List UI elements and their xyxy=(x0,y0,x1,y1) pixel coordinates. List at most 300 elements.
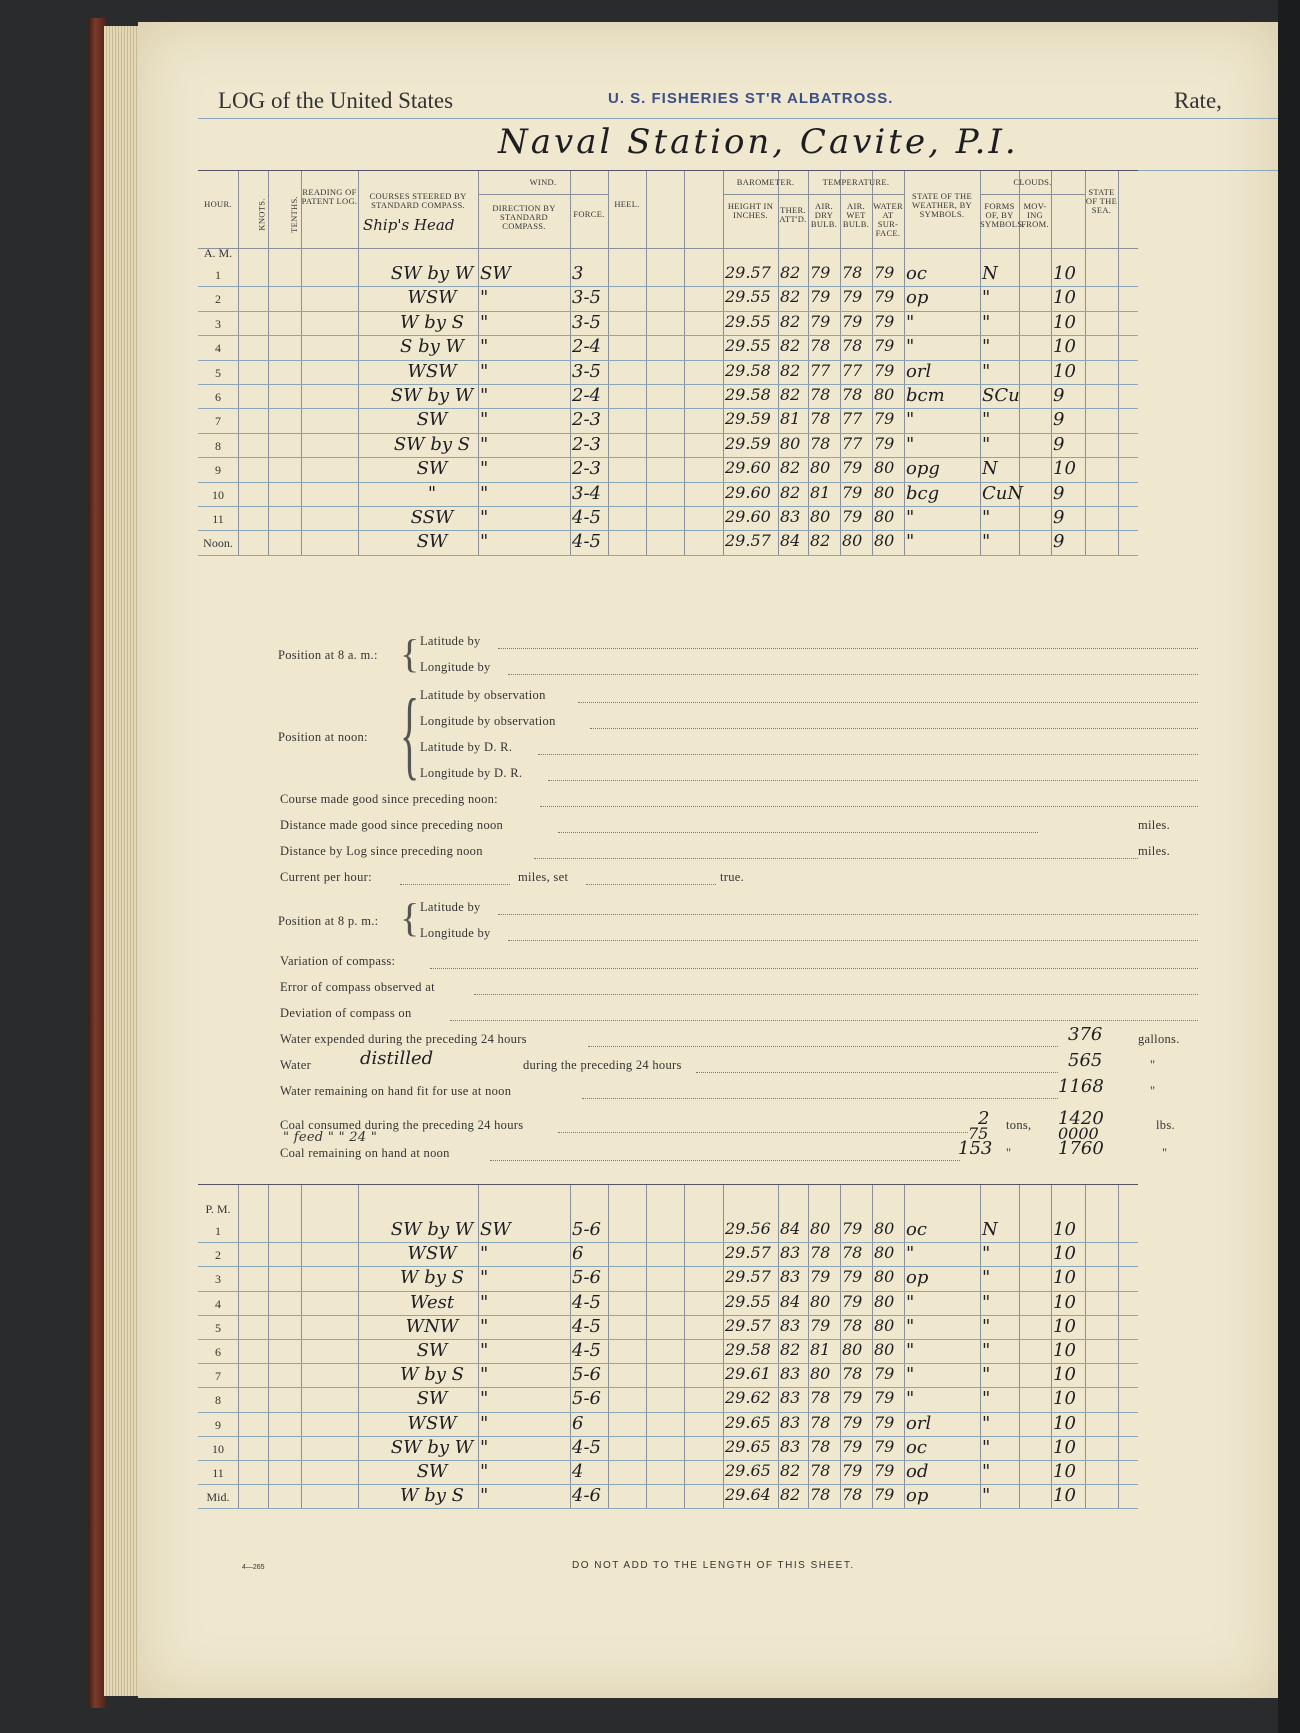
cell-amt: 10 xyxy=(1053,1436,1076,1458)
cell-dry: 78 xyxy=(810,1485,831,1505)
rule xyxy=(198,248,1138,249)
column-divider xyxy=(268,170,269,555)
cell-weather: " xyxy=(906,433,915,455)
cell-wet: 79 xyxy=(842,458,863,478)
column-header-knots: KNOTS. xyxy=(256,198,267,231)
cell-bar: 29.56 xyxy=(725,1219,771,1238)
hour-label: 3 xyxy=(215,1272,221,1287)
column-header-water: WATER AT SUR-FACE. xyxy=(873,201,903,238)
cell-weather: orl xyxy=(906,1412,932,1434)
cell-amt: 10 xyxy=(1053,1291,1076,1313)
cell-dir: " xyxy=(480,531,489,553)
cell-dir: " xyxy=(480,1461,489,1482)
cell-force: 5-6 xyxy=(572,1388,601,1410)
cell-amt: 9 xyxy=(1053,409,1065,431)
cell-forms: " xyxy=(982,360,991,382)
cell-wet: 79 xyxy=(842,507,863,526)
hour-label: 1 xyxy=(215,1224,221,1238)
cell-water: 79 xyxy=(874,360,895,380)
hour-label: 4 xyxy=(215,341,221,356)
water-distilled-value: 565 xyxy=(1068,1050,1103,1071)
cell-dry: 78 xyxy=(810,433,831,453)
column-header-barometer: BAROMETER. xyxy=(736,177,795,187)
cell-bar: 29.55 xyxy=(725,287,771,307)
cell-ther: 83 xyxy=(780,1412,801,1432)
hour-label: 3 xyxy=(215,316,221,331)
cell-ther: 83 xyxy=(780,507,801,526)
cell-weather: bcg xyxy=(906,482,940,504)
cell-weather: " xyxy=(906,311,915,333)
cell-force: 2-4 xyxy=(572,336,601,358)
form-number: 4—265 xyxy=(242,1564,265,1571)
lon-obs: Longitude by observation xyxy=(420,714,556,728)
cell-ther: 83 xyxy=(780,1388,801,1408)
column-divider xyxy=(684,170,685,555)
cell-forms: " xyxy=(982,507,991,528)
cell-dry: 81 xyxy=(810,482,831,502)
cell-wet: 78 xyxy=(842,385,863,404)
cell-weather: " xyxy=(906,336,915,358)
cell-ther: 83 xyxy=(780,1364,801,1384)
rate-label: Rate, xyxy=(1174,88,1222,113)
cell-force: 6 xyxy=(572,1412,584,1434)
cell-amt: 10 xyxy=(1053,263,1076,284)
column-header-dry: AIR. DRY BULB. xyxy=(810,201,838,229)
column-divider xyxy=(301,170,302,555)
coal-consumed: Coal consumed during the preceding 24 hours xyxy=(280,1118,524,1132)
cell-force: 3-5 xyxy=(572,360,601,382)
course-made: Course made good since preceding noon: xyxy=(280,792,498,806)
cell-weather: " xyxy=(906,531,915,553)
cell-weather: op xyxy=(906,1267,929,1289)
hour-label: 6 xyxy=(215,1345,221,1359)
pos-8pm-label: Position at 8 p. m.: xyxy=(278,914,379,928)
row-rule xyxy=(198,1508,1138,1509)
cell-amt: 9 xyxy=(1053,507,1065,528)
cell-dir: " xyxy=(480,336,489,358)
column-header-sea: STATE OF THE SEA. xyxy=(1085,187,1118,215)
cell-water: 80 xyxy=(874,1219,895,1238)
cell-course: SW by W xyxy=(390,263,474,284)
cell-amt: 10 xyxy=(1053,1267,1076,1289)
section-label: P. M. xyxy=(205,1202,231,1216)
hour-label: 9 xyxy=(215,1417,221,1432)
cell-water: 79 xyxy=(874,433,895,453)
cell-bar: 29.57 xyxy=(725,263,771,282)
cell-course: SW xyxy=(416,458,448,480)
cell-wet: 77 xyxy=(842,360,863,380)
coal-consumed-lbs: 1420 xyxy=(1058,1108,1104,1129)
cell-course: WSW xyxy=(407,1412,457,1434)
cell-water: 79 xyxy=(874,1436,895,1456)
cell-amt: 9 xyxy=(1053,482,1065,504)
cell-wet: 79 xyxy=(842,1412,863,1432)
column-header-moving: MOV-ING FROM. xyxy=(1021,201,1049,229)
cell-forms: " xyxy=(982,1388,991,1410)
ship-stamp: U. S. FISHERIES ST'R ALBATROSS. xyxy=(608,90,894,107)
cell-force: 4 xyxy=(572,1461,584,1482)
cell-dir: " xyxy=(480,458,489,480)
cell-wet: 78 xyxy=(842,263,863,282)
cell-dir: " xyxy=(480,433,489,455)
cell-water: 79 xyxy=(874,336,895,356)
water-distilled-hw: distilled xyxy=(360,1048,434,1069)
cell-dry: 78 xyxy=(810,336,831,356)
cell-ther: 82 xyxy=(780,336,801,356)
cell-course: SW by S xyxy=(393,433,471,455)
cell-amt: 10 xyxy=(1053,1485,1076,1507)
cell-dry: 79 xyxy=(810,1315,831,1335)
cell-dir: " xyxy=(480,1485,489,1507)
cell-dir: " xyxy=(480,409,489,431)
log-page: LOG of the United States U. S. FISHERIES ST'R ALBATROSS. Rate, Naval Station, Cavite, P.I. HOUR. KNOTS. TENTHS. READING OF PATENT LOG. COURSES STEERED BY STANDARD COMPASS. Ship's Head WIND. DIRECTION BY STANDARD COMPASS. FORCE. HEEL. BAROMETER. TEMPERATURE. HEIGHT IN INCHES. THER. ATT'D. AIR. DRY BULB. AIR. WET BULB. WATER AT SUR-FACE. STATE OF THE WEATHER, BY SYMBOLS. CLOUDS. FORMS OF, BY SYMBOLS. MOV-ING FROM. STATE OF THE SEA. A. M. 1 SW by W SW 3 29.57 82 79 78 79 oc N 10 2 WSW " 3-5 29.55 82 79 79 79 op " 10 3 W by S " 3-5 29.55 82 79 79 79 " " 10 4 S by W " 2-4 29.55 82 78 78 79 " " 10 5 WSW " 3-5 29.58 82 77 77 79 orl " 10 6 SW by W " 2-4 29.58 82 78 78 80 bcm SCu 9 7 SW " 2-3 29.59 81 78 77 79 " " 9 8 SW by S " 2-3 29.59 80 78 77 79 " " 9 9 SW " 2-3 29.60 82 80 79 80 opg N 10 10 " " 3-4 29.60 82 81 79 80 bcg CuN 9 11 SSW " 4-5 29.60 83 80 79 80 " " 9 Noon. SW " 4-5 29.57 84 82 80 80 " " 9 P. M. 1 SW by W SW 5-6 29.56 84 80 79 80 oc N 10 2 WSW " 6 29.57 83 78 78 80 " " 10 3 W by S " 5-6 29.57 83 79 79 80 op " 10 4 West " 4-5 29.55 84 80 79 80 " " 10 5 WNW " 4-5 29.57 83 79 78 80 " " 10 6 SW " 4-5 29.58 82 81 80 80 " " 10 7 W by S " 5-6 29.61 83 80 78 79 " " 10 8 SW " 5-6 29.62 83 78 79 79 " " 10 9 WSW " 6 29.65 83 78 79 79 orl " 10 10 SW by W " 4-5 29.65 83 78 79 79 oc " 10 11 SW " 4 29.65 82 78 79 79 od " 10 Mid. W by S " 4-6 29.64 82 78 78 79 op " 10 Position at 8 a. m.: { Latitude by Longitude by Position at noon: { Latitude by observation Longitude by observation Latitude by D. R. Longitude by D. R. Course made good since preceding noon: Distance made good since preceding noon miles. Distance by Log since preceding noon miles. Current per hour: miles, set true. Position at 8 p. m.: { Latitude by Longitude by Variation of compass: Error of compass observed at Deviation of compass on Water expended during the preceding 24 hours 376 gallons. Water distilled during the preceding 24 hours 565 " Water remaining on hand fit for use at noon 1168 " Coal consumed during the preceding 24 hours 2 tons, 1420 lbs. " feed " " 24 " 75 0000 Coal remaining on hand at noon 153 " 1760 " 4—265 DO NOT ADD TO THE LENGTH OF THIS SHEET. xyxy=(138,22,1278,1698)
cell-dry: 80 xyxy=(810,1291,831,1311)
hour-label: 2 xyxy=(215,1248,221,1263)
column-divider xyxy=(1118,170,1119,555)
cell-course: " xyxy=(427,482,437,504)
column-header-forms: FORMS OF, BY SYMBOLS. xyxy=(980,201,1025,229)
hour-label: 4 xyxy=(215,1296,221,1311)
cell-force: 2-3 xyxy=(572,409,601,431)
cell-force: 3-5 xyxy=(572,287,601,309)
rule xyxy=(478,194,608,195)
cell-ther: 82 xyxy=(780,1340,801,1359)
cell-water: 80 xyxy=(874,385,895,404)
cell-water: 79 xyxy=(874,1364,895,1384)
background-strip xyxy=(1278,0,1300,1733)
cell-dir: " xyxy=(480,1340,489,1361)
column-divider xyxy=(646,170,647,555)
cell-dry: 78 xyxy=(810,385,831,404)
cell-dir: " xyxy=(480,1364,489,1386)
miles-label-2: miles. xyxy=(1138,844,1171,858)
cell-force: 3-5 xyxy=(572,311,601,333)
cell-dir: " xyxy=(480,482,489,504)
cell-course: SW xyxy=(416,1340,448,1361)
hour-label: 10 xyxy=(212,1441,224,1456)
column-header-tenths: TENTHS. xyxy=(288,196,299,233)
cell-force: 5-6 xyxy=(572,1364,601,1386)
cell-dry: 78 xyxy=(810,1243,831,1263)
cell-amt: 9 xyxy=(1053,531,1065,553)
cell-wet: 80 xyxy=(842,531,863,551)
column-header-ther: THER. ATT'D. xyxy=(779,205,807,224)
cell-dir: " xyxy=(480,1388,489,1410)
cell-forms: " xyxy=(982,1485,991,1507)
cell-course: W by S xyxy=(400,1267,464,1289)
lat-dr: Latitude by D. R. xyxy=(420,740,513,754)
cell-dry: 78 xyxy=(810,1436,831,1456)
table-rule xyxy=(198,170,1138,171)
cell-ther: 82 xyxy=(780,1461,801,1480)
cell-weather: " xyxy=(906,1291,915,1313)
cell-force: 4-5 xyxy=(572,1340,601,1361)
ditto-mark-2: " xyxy=(1150,1084,1156,1098)
gallons-label: gallons. xyxy=(1138,1032,1180,1046)
water-label: Water xyxy=(280,1058,312,1072)
cell-water: 80 xyxy=(874,507,895,526)
cell-wet: 78 xyxy=(842,1364,863,1384)
cell-force: 5-6 xyxy=(572,1267,601,1289)
cell-water: 80 xyxy=(874,1267,895,1287)
hour-label: 7 xyxy=(215,1369,221,1384)
column-header-wet: AIR. WET BULB. xyxy=(842,201,870,229)
cell-weather: oc xyxy=(906,1219,927,1240)
cell-bar: 29.55 xyxy=(725,311,771,331)
cell-amt: 10 xyxy=(1053,1315,1076,1337)
cell-forms: " xyxy=(982,1364,991,1386)
section-label: A. M. xyxy=(203,246,233,260)
coal-consumed-tons: 2 xyxy=(978,1108,990,1129)
cell-dir: " xyxy=(480,1436,489,1458)
cell-wet: 79 xyxy=(842,1267,863,1287)
cell-force: 4-5 xyxy=(572,507,601,528)
cell-course: SW xyxy=(416,1461,448,1482)
cell-dry: 80 xyxy=(810,458,831,478)
tons-label: tons, xyxy=(1006,1118,1032,1132)
coal-feed-tons: 75 xyxy=(968,1124,989,1143)
cell-ther: 84 xyxy=(780,1219,801,1238)
cell-water: 80 xyxy=(874,458,895,478)
cell-dir: " xyxy=(480,360,489,382)
hour-label: 7 xyxy=(215,414,221,429)
hour-label: Noon. xyxy=(203,536,233,551)
column-divider xyxy=(238,170,239,555)
cell-dry: 79 xyxy=(810,263,831,282)
cell-ther: 84 xyxy=(780,531,801,551)
cell-ther: 82 xyxy=(780,1485,801,1505)
hour-label: 1 xyxy=(215,268,221,282)
cell-water: 80 xyxy=(874,1315,895,1335)
cell-course: W by S xyxy=(400,1485,464,1507)
cell-dry: 78 xyxy=(810,409,831,429)
cell-wet: 79 xyxy=(842,1291,863,1311)
cell-wet: 80 xyxy=(842,1340,863,1359)
cell-water: 79 xyxy=(874,409,895,429)
rule xyxy=(723,194,904,195)
lon-dr: Longitude by D. R. xyxy=(420,766,523,780)
cell-course: SW by W xyxy=(390,1436,474,1458)
cell-amt: 10 xyxy=(1053,1219,1076,1240)
cell-dry: 78 xyxy=(810,1388,831,1408)
cell-bar: 29.57 xyxy=(725,1243,771,1263)
coal-feed-hw: " feed " " 24 " xyxy=(283,1130,378,1145)
cell-wet: 79 xyxy=(842,1219,863,1238)
cell-dir: SW xyxy=(480,1219,511,1240)
cell-dir: " xyxy=(480,1291,489,1313)
cell-ther: 82 xyxy=(780,263,801,282)
cell-wet: 78 xyxy=(842,1315,863,1335)
column-header-hour: HOUR. xyxy=(204,199,232,209)
cell-forms: " xyxy=(982,1243,991,1265)
lon-by: Longitude by xyxy=(420,660,491,674)
cell-ther: 82 xyxy=(780,458,801,478)
cell-force: 4-5 xyxy=(572,1291,601,1313)
cell-dir: SW xyxy=(480,263,511,284)
cell-course: WNW xyxy=(405,1315,459,1337)
lat-by-8pm: Latitude by xyxy=(420,900,481,914)
cell-dry: 80 xyxy=(810,1219,831,1238)
column-divider xyxy=(723,170,724,555)
cell-wet: 77 xyxy=(842,409,863,429)
cell-water: 79 xyxy=(874,1461,895,1480)
row-rule xyxy=(198,555,1138,556)
cell-force: 4-5 xyxy=(572,531,601,553)
cell-ther: 82 xyxy=(780,385,801,404)
cell-dry: 79 xyxy=(810,287,831,307)
cell-dry: 80 xyxy=(810,507,831,526)
hour-label: 5 xyxy=(215,1320,221,1335)
cell-force: 3 xyxy=(572,263,584,284)
cell-wet: 79 xyxy=(842,482,863,502)
cell-force: 4-5 xyxy=(572,1436,601,1458)
cell-weather: oc xyxy=(906,1436,927,1458)
courses-handwritten: Ship's Head xyxy=(363,216,455,234)
cell-forms: N xyxy=(982,458,998,480)
cell-amt: 10 xyxy=(1053,287,1076,309)
cell-dir: " xyxy=(480,311,489,333)
cell-course: SW by W xyxy=(390,1219,474,1240)
cell-force: 4-6 xyxy=(572,1485,601,1507)
cell-wet: 79 xyxy=(842,1388,863,1408)
brace: { xyxy=(400,631,420,676)
cell-amt: 10 xyxy=(1053,1364,1076,1386)
cell-wet: 78 xyxy=(842,336,863,356)
cell-ther: 81 xyxy=(780,409,801,429)
cell-weather: oc xyxy=(906,263,927,284)
cell-wet: 79 xyxy=(842,1461,863,1480)
miles-label-1: miles. xyxy=(1138,818,1171,832)
current-per-hour: Current per hour: xyxy=(280,870,372,884)
column-header-temperature: TEMPERATURE. xyxy=(822,177,890,187)
cell-amt: 10 xyxy=(1053,1340,1076,1361)
cell-water: 79 xyxy=(874,287,895,307)
hour-label: 9 xyxy=(215,463,221,478)
pos-8am-label: Position at 8 a. m.: xyxy=(278,648,378,662)
cell-wet: 79 xyxy=(842,311,863,331)
cell-bar: 29.60 xyxy=(725,458,771,478)
cell-dir: " xyxy=(480,385,489,406)
cell-course: SW xyxy=(416,531,448,553)
cell-weather: " xyxy=(906,1315,915,1337)
cell-weather: " xyxy=(906,1243,915,1265)
cell-weather: orl xyxy=(906,360,932,382)
hour-label: 5 xyxy=(215,365,221,380)
column-header-clouds: CLOUDS. xyxy=(1013,177,1052,187)
cell-weather: od xyxy=(906,1461,929,1482)
cell-ther: 82 xyxy=(780,360,801,380)
cell-bar: 29.57 xyxy=(725,1267,771,1287)
cell-forms: " xyxy=(982,433,991,455)
hour-label: 11 xyxy=(212,512,224,526)
cell-forms: " xyxy=(982,311,991,333)
cell-weather: " xyxy=(906,409,915,431)
cell-wet: 77 xyxy=(842,433,863,453)
table-rule xyxy=(198,1184,1138,1185)
column-divider xyxy=(358,170,359,555)
cell-bar: 29.62 xyxy=(725,1388,771,1408)
miles-set: miles, set xyxy=(518,870,569,884)
coal-remaining-lbs: 1760 xyxy=(1058,1138,1104,1159)
coal-feed-lbs: 0000 xyxy=(1058,1124,1099,1143)
footer-notice: DO NOT ADD TO THE LENGTH OF THIS SHEET. xyxy=(572,1560,855,1571)
cell-forms: " xyxy=(982,1291,991,1313)
water-during: during the preceding 24 hours xyxy=(523,1058,682,1072)
cell-water: 80 xyxy=(874,482,895,502)
cell-bar: 29.58 xyxy=(725,360,771,380)
cell-course: WSW xyxy=(407,1243,457,1265)
cell-weather: op xyxy=(906,287,929,309)
cell-course: SW by W xyxy=(390,385,474,406)
lat-obs: Latitude by observation xyxy=(420,688,546,702)
cell-water: 79 xyxy=(874,1412,895,1432)
cell-forms: " xyxy=(982,287,991,309)
cell-weather: op xyxy=(906,1485,929,1507)
cell-dry: 79 xyxy=(810,1267,831,1287)
cell-weather: " xyxy=(906,1364,915,1386)
cell-wet: 78 xyxy=(842,1485,863,1505)
cell-dir: " xyxy=(480,507,489,528)
cell-water: 80 xyxy=(874,1243,895,1263)
station-handwritten: Naval Station, Cavite, P.I. xyxy=(498,122,1019,162)
cell-dry: 82 xyxy=(810,531,831,551)
cell-force: 2-3 xyxy=(572,458,601,480)
coal-remaining-tons: 153 xyxy=(958,1138,993,1159)
cell-course: SW xyxy=(416,1388,448,1410)
cell-water: 79 xyxy=(874,263,895,282)
water-expended-value: 376 xyxy=(1068,1024,1103,1045)
cell-forms: " xyxy=(982,336,991,358)
cell-dry: 80 xyxy=(810,1364,831,1384)
cell-course: S by W xyxy=(400,336,464,358)
water-remaining-value: 1168 xyxy=(1058,1076,1104,1097)
cell-dry: 77 xyxy=(810,360,831,380)
rule xyxy=(980,194,1085,195)
cell-dry: 78 xyxy=(810,1412,831,1432)
water-expended: Water expended during the preceding 24 hours xyxy=(280,1032,527,1046)
cell-ther: 84 xyxy=(780,1291,801,1311)
hour-label: 10 xyxy=(212,487,224,502)
lon-by-8pm: Longitude by xyxy=(420,926,491,940)
cell-forms: " xyxy=(982,531,991,553)
cell-forms: " xyxy=(982,1315,991,1337)
column-header-force: FORCE. xyxy=(573,209,605,219)
hour-label: 8 xyxy=(215,1393,221,1408)
cell-dry: 79 xyxy=(810,311,831,331)
cell-bar: 29.58 xyxy=(725,1340,771,1359)
cell-bar: 29.60 xyxy=(725,482,771,502)
lat-by: Latitude by xyxy=(420,634,481,648)
cell-amt: 9 xyxy=(1053,385,1065,406)
lbs-label: lbs. xyxy=(1156,1118,1175,1132)
ditto-mark-4: " xyxy=(1162,1146,1168,1160)
column-header-course: COURSES STEERED BY STANDARD COMPASS. xyxy=(369,191,467,210)
cell-wet: 78 xyxy=(842,1243,863,1263)
hour-label: 11 xyxy=(212,1466,224,1480)
cell-bar: 29.65 xyxy=(725,1461,771,1480)
cell-forms: N xyxy=(982,1219,998,1240)
cell-force: 3-4 xyxy=(572,482,601,504)
column-header-log: READING OF PATENT LOG. xyxy=(301,187,358,206)
cell-weather: opg xyxy=(906,458,940,480)
cell-dir: " xyxy=(480,1267,489,1289)
cell-bar: 29.60 xyxy=(725,507,771,526)
cell-dir: " xyxy=(480,287,489,309)
cell-forms: SCu xyxy=(982,385,1020,406)
cell-dry: 78 xyxy=(810,1461,831,1480)
cell-amt: 10 xyxy=(1053,311,1076,333)
cell-amt: 10 xyxy=(1053,458,1076,480)
